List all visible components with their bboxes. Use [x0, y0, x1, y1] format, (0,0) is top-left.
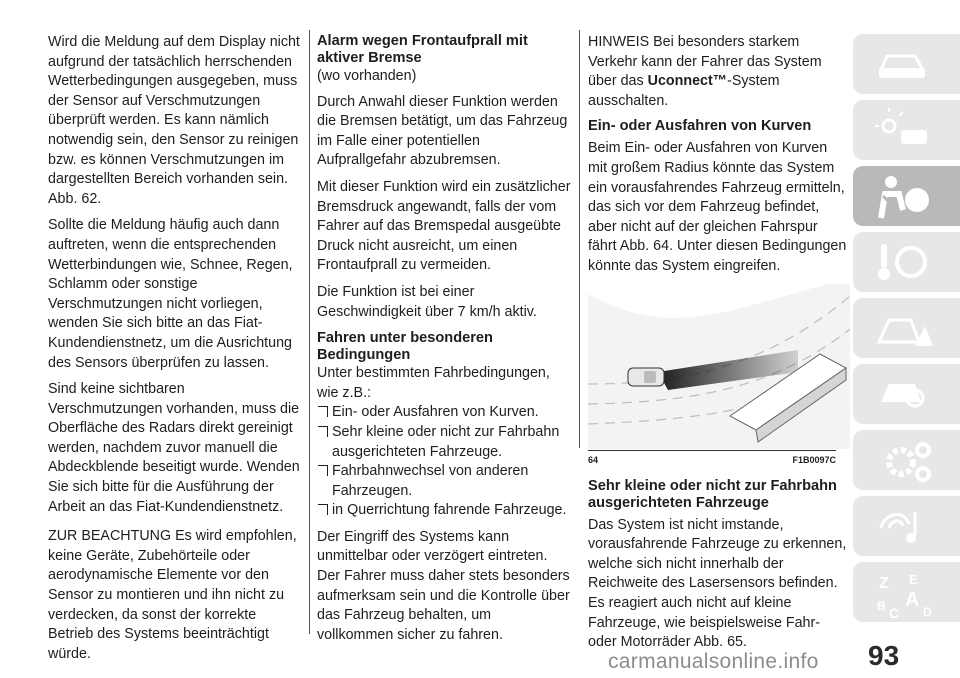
paragraph: Sind keine sichtbaren Verschmutzungen vorhanden, muss die Oberfläche des Radars direkt gereinigt werden, nachdem zuvor manuell die Abdeckblende beseitigt wurde. Wenden Sie sich bitte für die Ausführung der Arbeit an das Fiat-Kundendienstnetz.: [48, 381, 300, 515]
tab-dashboard-lights[interactable]: [853, 100, 960, 160]
svg-text:E: E: [909, 572, 918, 587]
svg-text:A: A: [905, 589, 920, 611]
tab-warnings[interactable]: [853, 298, 960, 358]
section-heading: Fahren unter besonderen Bedingungen: [317, 330, 493, 364]
bullet-marker: [318, 504, 328, 515]
list-item: in Querrichtung fahrende Fahrzeuge.: [317, 501, 571, 521]
key-steering-wheel-icon: [875, 240, 931, 284]
list-item: Ein- oder Ausfahren von Kurven.: [317, 403, 571, 423]
tab-maintenance[interactable]: [853, 430, 960, 490]
figure-curve-illustration: [588, 284, 850, 449]
car-icon: [875, 42, 931, 86]
paragraph: Durch Anwahl dieser Funktion werden die Bremsen betätigt, um das Fahrzeug im Falle einer potentiellen Aufprallgefahr abzubremsen.: [317, 93, 568, 169]
paragraph: Wird die Meldung auf dem Display nicht aufgrund der tatsächlich herrschenden Wetterbedingungen ausgegeben, muss der Sensor auf Verschmutzungen überprüft werden. Es kann nämlich notwendig sein, den Sensor zu reinigen bzw. es können Verschmutzungen im dargestellten Bereich vorhanden sein. Abb. 62.: [48, 34, 300, 207]
paragraph: Das System ist nicht imstande, vorausfahrende Fahrzeuge zu erkennen, welche sich nicht innerhalb der Reichweite des Lasersensors befinden. Es reagiert auch nicht auf kleine Fahrzeuge, wie beispielsweise Fahr- oder Motorräder Abb. 65.: [588, 516, 847, 651]
list-item: Fahrbahnwechsel von anderen Fahrzeugen.: [317, 462, 571, 501]
paragraph: Der Eingriff des Systems kann unmittelbar oder verzögert eintreten.: [317, 528, 548, 565]
svg-text:B: B: [877, 599, 886, 613]
maintenance-gears-icon: [875, 438, 935, 484]
column-divider: [579, 30, 580, 448]
tab-car-overview[interactable]: [853, 34, 960, 94]
index-letters-icon: [875, 570, 935, 620]
paragraph: Beim Ein- oder Ausfahren von Kurven mit großem Radius könnte das System ein vorausfahrendes Fahrzeug ermitteln, das sich vor dem Fahrzeug befindet, aber nicht auf der gleichen Fahrspur fährt Abb. 64. Unter diesen Bedingungen könnte das System eingreifen.: [588, 140, 847, 274]
emergency-icon: [875, 372, 931, 416]
svg-text:D: D: [923, 605, 932, 619]
paragraph: Unter bestimmten Fahrbedingungen, wie z.B.:: [317, 365, 550, 401]
section-heading: Sehr kleine oder nicht zur Fahrbahn ausgerichteten Fahrzeuge: [588, 477, 837, 511]
paragraph: Sollte die Meldung häufig auch dann auftreten, wenn die entsprechenden Wetterbindungen wie, Schnee, Regen, Schlamm oder sonstige Verschmutzungen nicht vorliegen, wenden Sie sich bitte an das Fiat-Kundendienstnetz, um die Ausrichtung des Sensors überprüfen zu lassen.: [48, 217, 293, 371]
figure-caption: [588, 455, 836, 466]
list-item: Sehr kleine oder nicht zur Fahrbahn ausgerichteten Fahrzeuge.: [317, 423, 571, 462]
paragraph: Die Funktion ist bei einer Geschwindigkeit über 7 km/h aktiv.: [317, 283, 537, 320]
figure-code: F1B0097C: [792, 454, 836, 465]
page-number: 93: [868, 640, 900, 671]
svg-text:C: C: [889, 605, 900, 620]
section-heading: Alarm wegen Frontaufprall mit aktiver Bremse: [317, 33, 528, 66]
tab-emergency[interactable]: [853, 364, 960, 424]
curve-road-illustration: [588, 284, 850, 449]
bullet-marker: [318, 465, 328, 476]
section-subtitle: (wo vorhanden): [317, 68, 417, 84]
tab-starting-driving[interactable]: [853, 232, 960, 292]
tab-safety[interactable]: [853, 166, 960, 226]
text-column-2: [317, 33, 571, 652]
note-paragraph: HINWEIS Bei besonders starkem Verkehr kann der Fahrer das System über das Uconnect™-System ausschalten.: [588, 34, 822, 109]
tab-index[interactable]: [853, 562, 960, 622]
safety-seatbelt-airbag-icon: [875, 174, 935, 220]
figure-number: 64: [588, 454, 599, 465]
tab-multimedia[interactable]: [853, 496, 960, 556]
car-icon: [628, 368, 664, 386]
bullet-marker: [318, 426, 328, 437]
dashboard-lights-icon: [875, 108, 931, 152]
paragraph: Mit dieser Funktion wird ein zusätzlicher Bremsdruck angewandt, falls der vom Fahrer auf das Bremspedal ausgeübte Druck nicht ausreicht, um einen Frontaufprall zu vermeiden.: [317, 178, 571, 274]
column-divider: [309, 30, 310, 634]
note-paragraph: ZUR BEACHTUNG Es wird empfohlen, keine Geräte, Zubehörteile oder aerodynamische Elemente vor den Sensor zu montieren und ihn nicht zu verdecken, da sonst der korrekte Betrieb des Systems beeinträchtigt würde.: [48, 528, 297, 662]
text-column-1: [48, 33, 300, 671]
warning-triangle-icon: [875, 306, 935, 350]
paragraph: Der Fahrer muss daher stets besonders aufmerksam sein und die Kontrolle über das Fahrzeug behalten, um vollkommen sicher zu fahren.: [317, 568, 570, 643]
svg-text:Z: Z: [879, 575, 889, 592]
section-heading: Ein- oder Ausfahren von Kurven: [588, 118, 812, 135]
watermark: carmanualsonline.info: [608, 650, 819, 673]
multimedia-icon: [875, 504, 931, 550]
chapter-tabs-sidebar: [853, 28, 960, 678]
text-column-3: [588, 33, 850, 660]
bullet-marker: [318, 406, 328, 417]
